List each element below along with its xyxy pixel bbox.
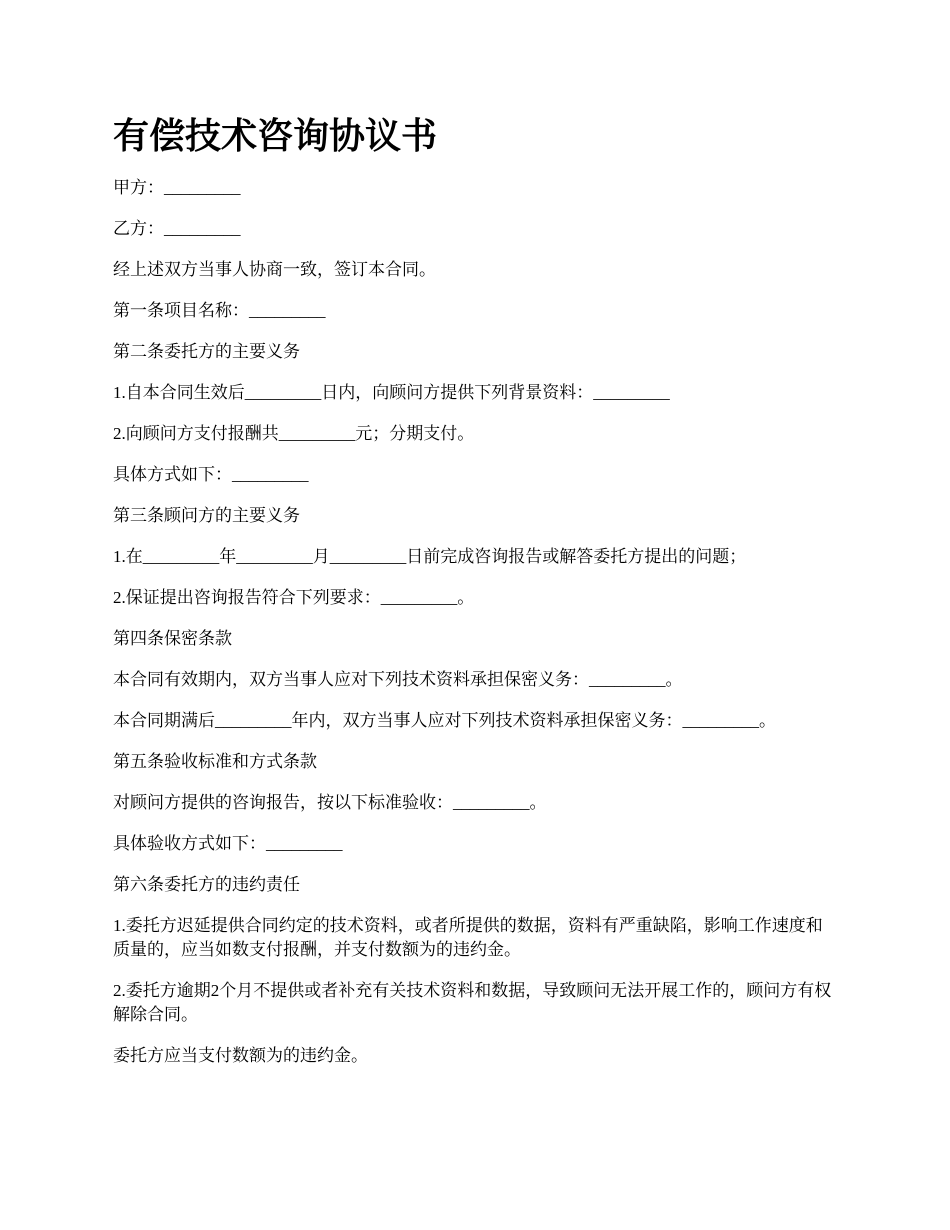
article-4-item-2: 本合同期满后_________年内，双方当事人应对下列技术资料承担保密义务：_________。	[113, 711, 776, 730]
article-1-project-name: 第一条项目名称：_________	[113, 301, 326, 320]
article-2-item-1: 1.自本合同生效后_________日内，向顾问方提供下列背景资料：_________	[113, 383, 670, 402]
agreement-intro: 经上述双方当事人协商一致，签订本合同。	[113, 260, 436, 279]
article-6-heading: 第六条委托方的违约责任	[113, 875, 300, 894]
article-6-penalty: 委托方应当支付数额为的违约金。	[113, 1046, 368, 1065]
article-4-heading: 第四条保密条款	[113, 629, 232, 648]
party-b-line: 乙方：_________	[113, 219, 241, 238]
article-6-item-1: 1.委托方迟延提供合同约定的技术资料，或者所提供的数据，资料有严重缺陷，影响工作速度和质量的，应当如数支付报酬，并支付数额为的违约金。	[113, 916, 823, 959]
article-3-item-1: 1.在_________年_________月_________日前完成咨询报告或解答委托方提出的问题；	[113, 547, 747, 566]
article-2-heading: 第二条委托方的主要义务	[113, 342, 300, 361]
article-2-item-2: 2.向顾问方支付报酬共_________元；分期支付。	[113, 424, 475, 443]
document-title: 有偿技术咨询协议书	[113, 115, 438, 157]
article-5-item-2: 具体验收方式如下：_________	[113, 834, 343, 853]
article-5-item-1: 对顾问方提供的咨询报告，按以下标准验收：_________。	[113, 793, 547, 812]
article-3-heading: 第三条顾问方的主要义务	[113, 506, 300, 525]
article-4-item-1: 本合同有效期内，双方当事人应对下列技术资料承担保密义务：_________。	[113, 670, 683, 689]
article-2-method: 具体方式如下：_________	[113, 465, 309, 484]
article-3-item-2: 2.保证提出咨询报告符合下列要求：_________。	[113, 588, 475, 607]
document-body	[113, 176, 835, 1085]
article-6-item-2: 2.委托方逾期2个月不提供或者补充有关技术资料和数据，导致顾问无法开展工作的，顾问方有权解除合同。	[113, 981, 832, 1024]
article-5-heading: 第五条验收标准和方式条款	[113, 752, 317, 771]
party-a-line: 甲方：_________	[113, 178, 241, 197]
